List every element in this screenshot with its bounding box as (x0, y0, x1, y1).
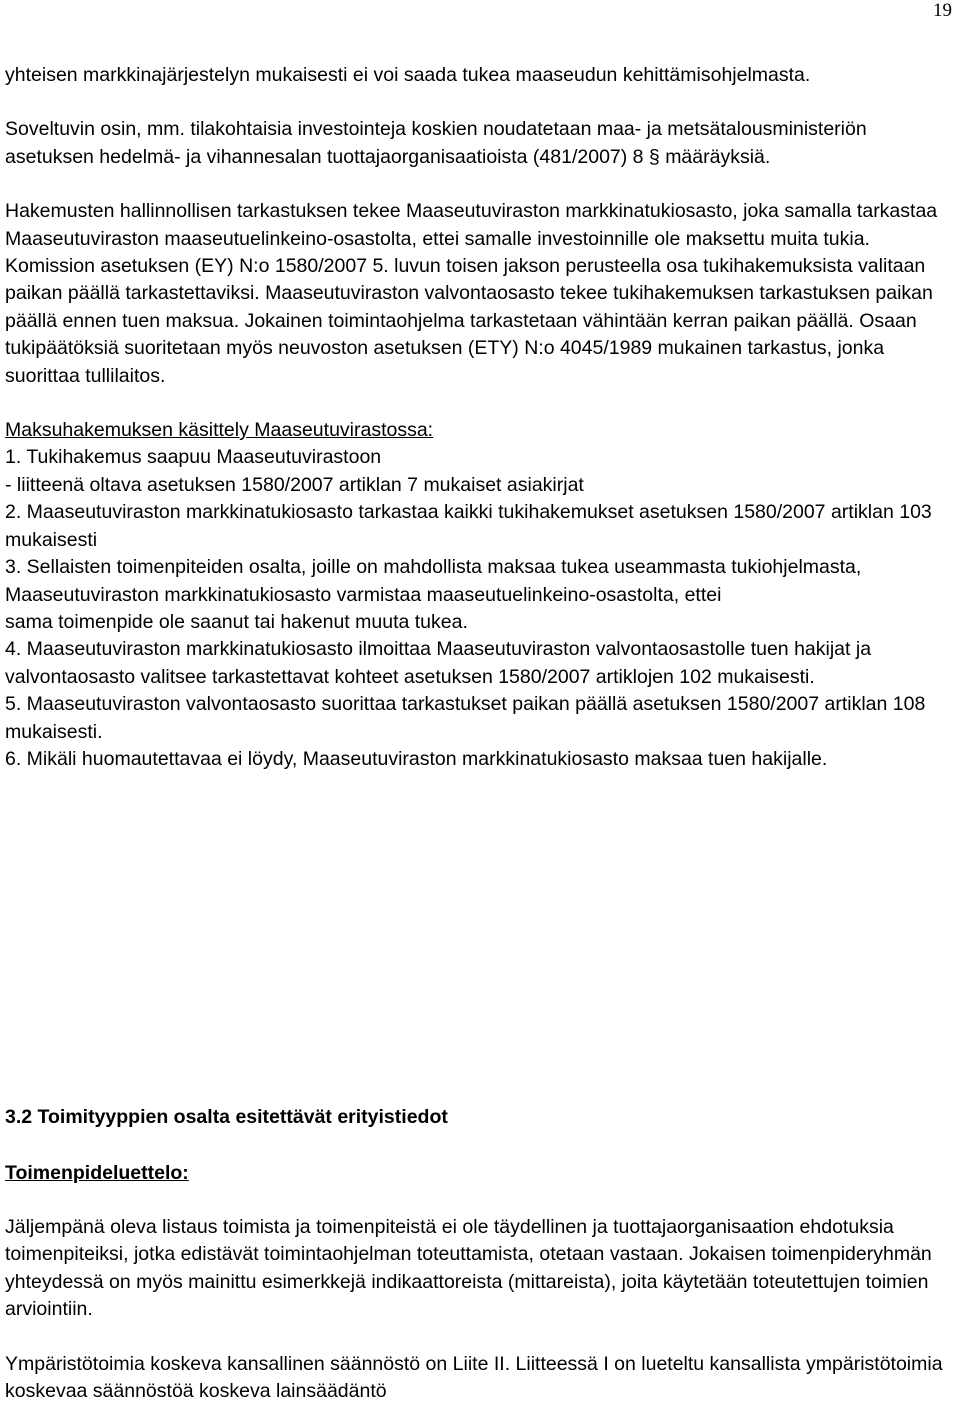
section-body (5, 1214, 955, 1405)
page-number: 19 (933, 0, 952, 21)
processing-step: 4. Maaseutuviraston markkinatukiosasto ilmoittaa Maaseutuviraston valvontaosastolle tuen hakijat ja valvontaosasto valitsee tarkastettavat kohteet asetuksen 1580/2007 artiklojen 102 mukaisesti. (5, 638, 872, 688)
processing-step: 1. Tukihakemus saapuu Maaseutuvirastoon (5, 446, 382, 469)
paragraph-intro: yhteisen markkinajärjestelyn mukaisesti ei voi saada tukea maaseudun kehittämisohjelmasta. (5, 64, 811, 86)
processing-step: sama toimenpide ole saanut tai hakenut muuta tukea. (5, 610, 468, 633)
processing-step: 5. Maaseutuviraston valvontaosasto suorittaa tarkastukset paikan päällä asetuksen 1580/2007 artiklan 108 mukaisesti. (5, 693, 926, 743)
paragraph-measures: Jäljempänä oleva listaus toimista ja toimenpiteistä ei ole täydellinen ja tuottajaorganisaation ehdotuksia toimenpiteiksi, jotka edistävät toimintaohjelman toteuttamista, otetaan vastaan. Jokaisen toimenpideryhmän yhteydessä on myös mainittu esimerkkejä indikaattoreista (mittareista), joita käytetään toteutettujen toimien arviointiin. (5, 1216, 932, 1321)
paragraph-environment: Ympäristötoimia koskeva kansallinen säännöstö on Liite II. Liitteessä I on lueteltu kansallista ympäristötoimia koskevaa säännöstöä koskeva lainsäädäntö (5, 1352, 943, 1403)
processing-step: 2. Maaseutuviraston markkinatukiosasto tarkastaa kaikki tukihakemukset asetuksen 1580/2007 artiklan 103 mukaisesti (5, 501, 932, 551)
document-body (5, 62, 955, 773)
paragraph-applicability: Soveltuvin osin, mm. tilakohtaisia investointeja koskien noudatetaan maa- ja metsätalousministeriön asetuksen hedelmä- ja vihannesalan tuottajaorganisaatioista (481/2007) 8 § määräyksiä. (5, 118, 867, 168)
processing-heading: Maksuhakemuksen käsittely Maaseutuvirastossa: (5, 419, 434, 442)
processing-step: 6. Mikäli huomautettavaa ei löydy, Maaseutuviraston markkinatukiosasto maksaa tuen hakijalle. (5, 747, 828, 770)
paragraph-inspection: Hakemusten hallinnollisen tarkastuksen tekee Maaseutuviraston markkinatukiosasto, joka samalla tarkastaa Maaseutuviraston maaseutuelinkeino-osastolta, ettei samalle investoinnille ole maksettu muita tukia. Komission asetuksen (EY) N:o 1580/2007 5. luvun toisen jakson perusteella osa tukihakemuksista valitaan paikan päällä tarkastettaviksi. Maaseutuviraston valvontaosasto tekee tukihakemuksen tarkastuksen paikan päällä ennen tuen maksua. Jokainen toimintaohjelma tarkastetaan vähintään kerran paikan päällä. Osaan tukipäätöksiä suoritetaan myös neuvoston asetuksen (ETY) N:o 4045/1989 mukainen tarkastus, jonka suorittaa tullilaitos. (5, 200, 938, 387)
processing-step: 3. Sellaisten toimenpiteiden osalta, joille on mahdollista maksaa tukea useammasta tukiohjelmasta, Maaseutuviraston markkinatukiosasto varmistaa maaseutuelinkeino-osastolta, ettei (5, 556, 862, 606)
processing-section (5, 417, 955, 773)
section-subheading: Toimenpideluettelo: (5, 1162, 189, 1184)
processing-step: - liitteenä oltava asetuksen 1580/2007 artiklan 7 mukaiset asiakirjat (5, 473, 584, 496)
section-heading: 3.2 Toimityyppien osalta esitettävät erityistiedot (5, 1106, 448, 1128)
